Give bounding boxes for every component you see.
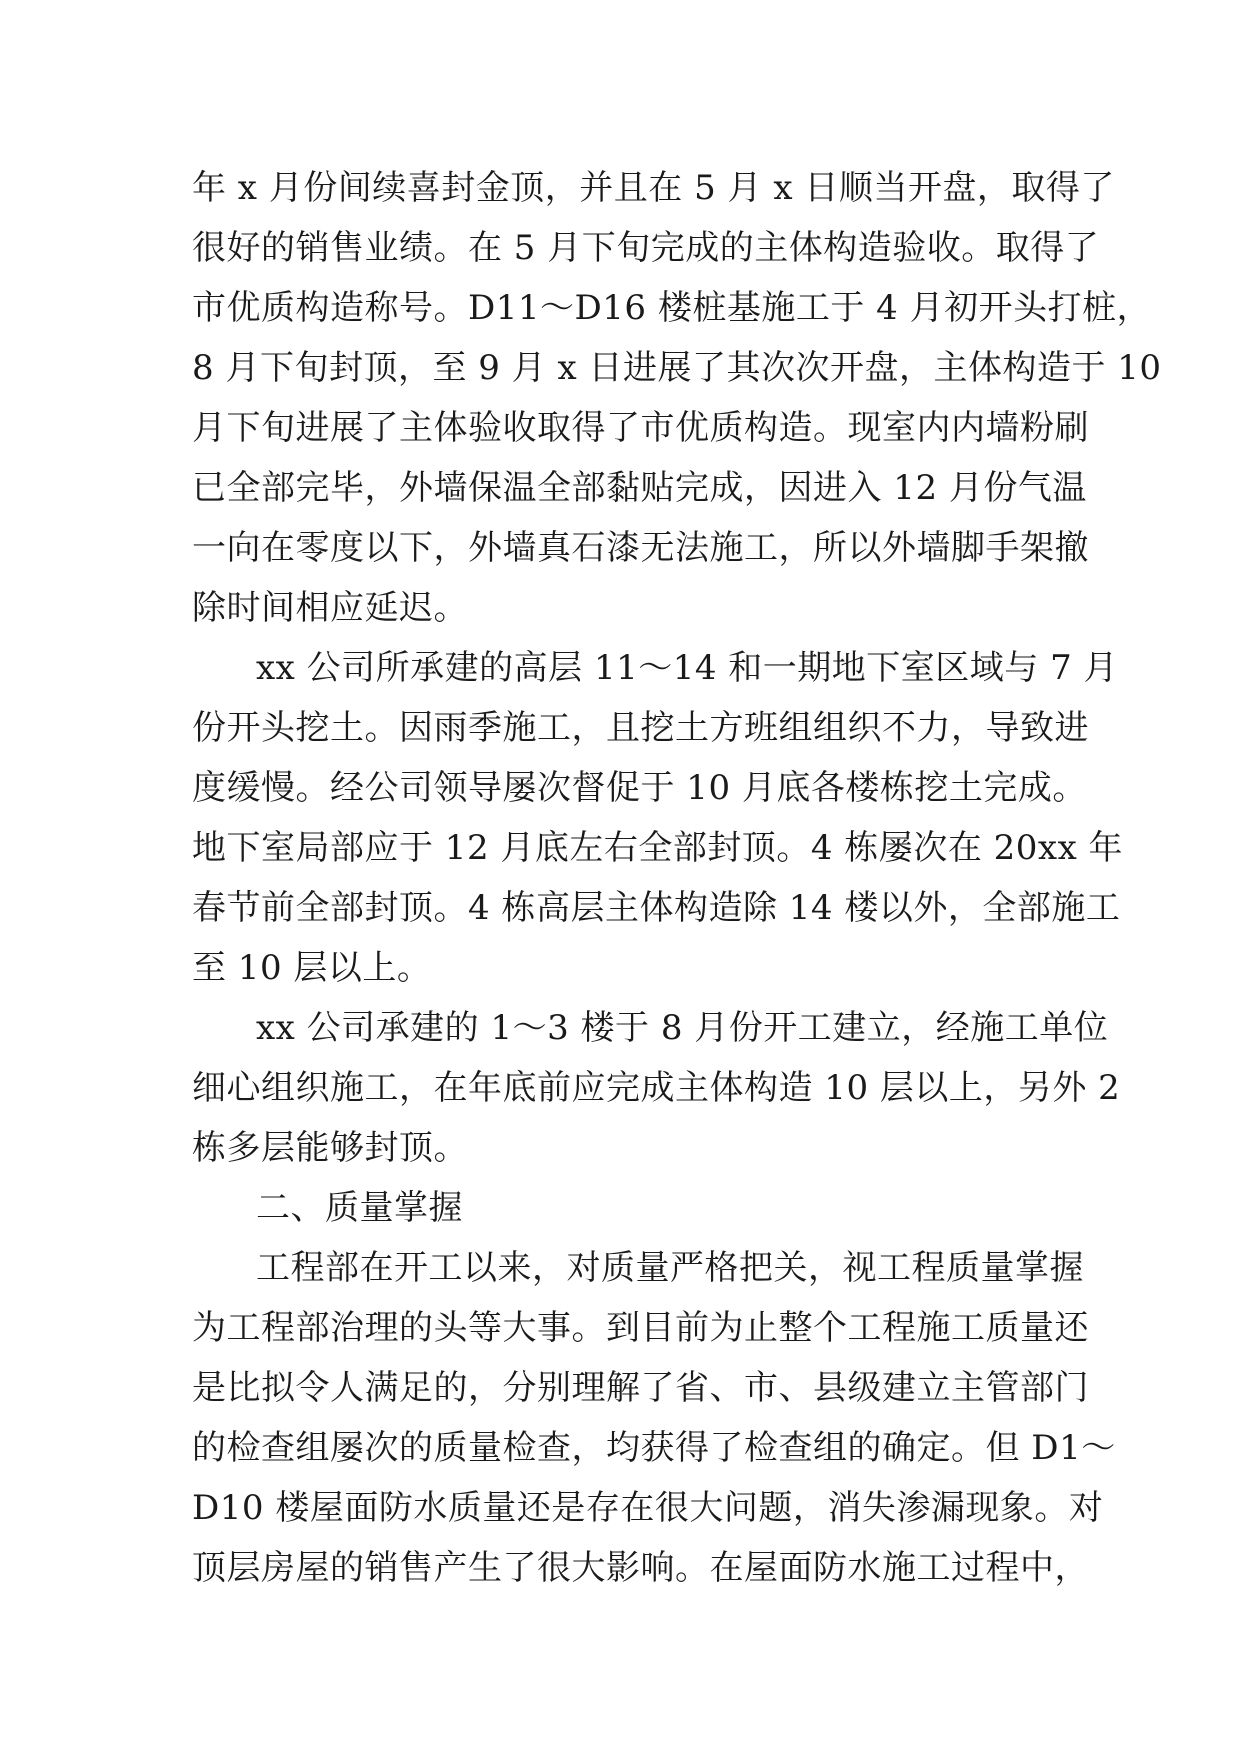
text-line: 市优质构造称号。D11～D16 楼桩基施工于 4 月初开头打桩，: [192, 288, 1152, 328]
text-line: 至 10 层以上。: [192, 948, 432, 988]
text-line: 顶层房屋的销售产生了很大影响。在屋面防水施工过程中，: [192, 1548, 1089, 1588]
text-line: 8 月下旬封顶，至 9 月 x 日进展了其次次开盘，主体构造于 10: [192, 348, 1162, 388]
text-line: 春节前全部封顶。4 栋高层主体构造除 14 楼以外，全部施工: [192, 888, 1121, 928]
text-line: 是比拟令人满足的，分别理解了省、市、县级建立主管部门: [192, 1368, 1089, 1408]
text-line: 栋多层能够封顶。: [192, 1128, 468, 1168]
text-line: 度缓慢。经公司领导屡次督促于 10 月底各楼栋挖土完成。: [192, 768, 1087, 808]
text-line: 已全部完毕，外墙保温全部黏贴完成，因进入 12 月份气温: [192, 468, 1087, 508]
text-line: 地下室局部应于 12 月底左右全部封顶。4 栋屡次在 20xx 年: [192, 828, 1124, 868]
text-line: 很好的销售业绩。在 5 月下旬完成的主体构造验收。取得了: [192, 228, 1100, 268]
text-line: 为工程部治理的头等大事。到目前为止整个工程施工质量还: [192, 1308, 1089, 1348]
text-line: 的检查组屡次的质量检查，均获得了检查组的确定。但 D1～: [192, 1428, 1116, 1468]
text-line: 年 x 月份间续喜封金顶，并且在 5 月 x 日顺当开盘，取得了: [192, 168, 1115, 208]
text-line: 月下旬进展了主体验收取得了市优质构造。现室内内墙粉刷: [192, 408, 1089, 448]
paragraph-first-line: xx 公司所承建的高层 11～14 和一期地下室区域与 7 月: [256, 648, 1119, 688]
text-line: 细心组织施工，在年底前应完成主体构造 10 层以上，另外 2: [192, 1068, 1121, 1108]
body-text: [192, 158, 1162, 1598]
text-line: 一向在零度以下，外墙真石漆无法施工，所以外墙脚手架撤: [192, 528, 1089, 568]
paragraph-first-line: 工程部在开工以来，对质量严格把关，视工程质量掌握: [256, 1248, 1084, 1288]
text-line: D10 楼屋面防水质量还是存在很大问题，消失渗漏现象。对: [192, 1488, 1104, 1528]
paragraph-first-line: xx 公司承建的 1～3 楼于 8 月份开工建立，经施工单位: [256, 1008, 1109, 1048]
text-line: 除时间相应延迟。: [192, 588, 468, 628]
section-heading: 二、质量掌握: [256, 1188, 463, 1228]
text-line: 份开头挖土。因雨季施工，且挖土方班组组织不力，导致进: [192, 708, 1089, 748]
